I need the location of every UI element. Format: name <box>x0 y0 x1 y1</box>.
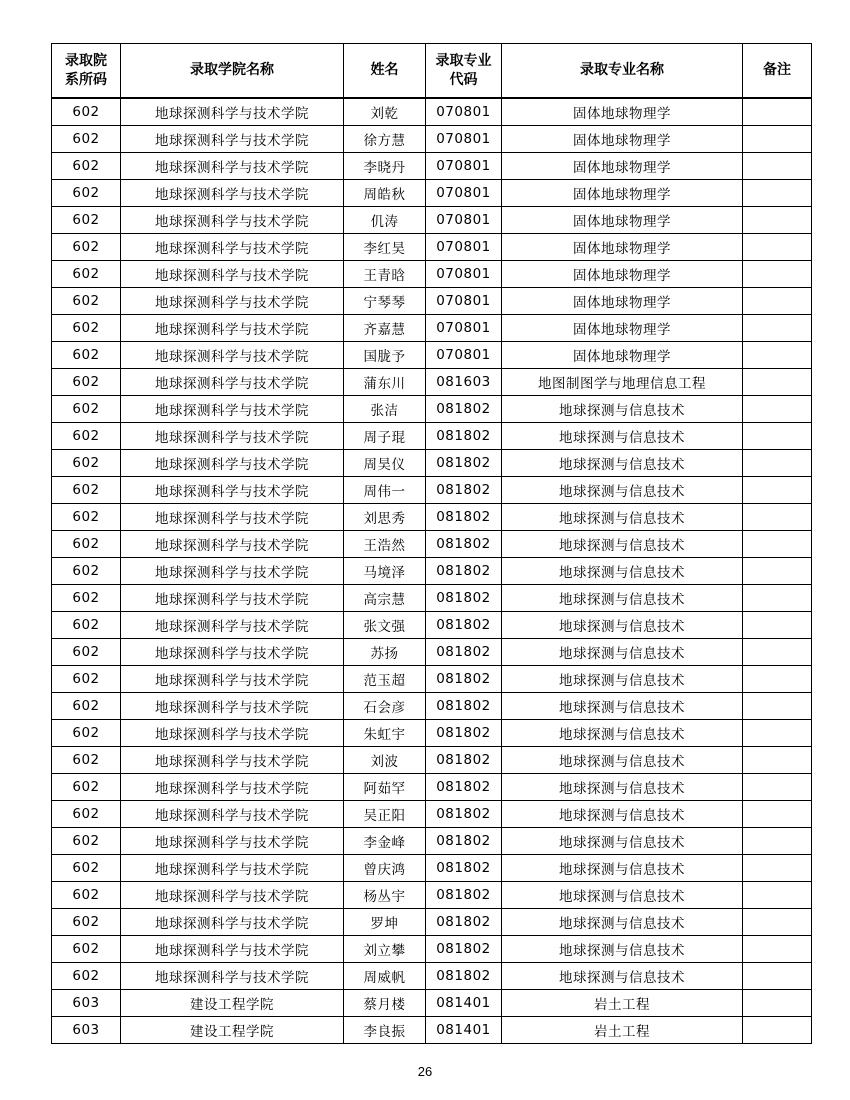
cell-remarks <box>743 666 812 693</box>
cell-major-name: 岩土工程 <box>502 1017 743 1044</box>
cell-student-name: 齐嘉慧 <box>344 315 426 342</box>
cell-remarks <box>743 396 812 423</box>
header-name: 姓名 <box>344 44 426 99</box>
cell-student-name: 李良振 <box>344 1017 426 1044</box>
cell-major-code: 081802 <box>426 531 502 558</box>
table-row <box>52 531 812 558</box>
table-row <box>52 504 812 531</box>
cell-student-name: 李金峰 <box>344 828 426 855</box>
cell-dept-code: 602 <box>52 477 121 504</box>
header-remarks: 备注 <box>743 44 812 99</box>
cell-major-code: 081802 <box>426 666 502 693</box>
cell-student-name: 阿茹罕 <box>344 774 426 801</box>
table-row <box>52 801 812 828</box>
cell-remarks <box>743 98 812 126</box>
cell-college-name: 地球探测科学与技术学院 <box>121 98 344 126</box>
cell-student-name: 国胧予 <box>344 342 426 369</box>
table-row <box>52 288 812 315</box>
cell-major-name: 地球探测与信息技术 <box>502 855 743 882</box>
cell-major-code: 081802 <box>426 639 502 666</box>
cell-major-name: 固体地球物理学 <box>502 342 743 369</box>
cell-college-name: 地球探测科学与技术学院 <box>121 720 344 747</box>
cell-college-name: 地球探测科学与技术学院 <box>121 396 344 423</box>
cell-student-name: 李红昊 <box>344 234 426 261</box>
cell-remarks <box>743 423 812 450</box>
cell-student-name: 徐方慧 <box>344 126 426 153</box>
cell-major-name: 地球探测与信息技术 <box>502 423 743 450</box>
cell-student-name: 周皓秋 <box>344 180 426 207</box>
cell-major-code: 070801 <box>426 180 502 207</box>
cell-major-code: 081802 <box>426 450 502 477</box>
cell-major-code: 081802 <box>426 585 502 612</box>
cell-college-name: 地球探测科学与技术学院 <box>121 612 344 639</box>
cell-remarks <box>743 882 812 909</box>
cell-college-name: 地球探测科学与技术学院 <box>121 882 344 909</box>
cell-remarks <box>743 828 812 855</box>
header-major-code: 录取专业代码 <box>426 44 502 99</box>
table-row <box>52 234 812 261</box>
table-row <box>52 261 812 288</box>
cell-college-name: 地球探测科学与技术学院 <box>121 828 344 855</box>
cell-dept-code: 602 <box>52 612 121 639</box>
cell-dept-code: 602 <box>52 234 121 261</box>
cell-remarks <box>743 963 812 990</box>
cell-remarks <box>743 747 812 774</box>
cell-student-name: 蔡月楼 <box>344 990 426 1017</box>
table-row <box>52 369 812 396</box>
cell-student-name: 曾庆鸿 <box>344 855 426 882</box>
header-row <box>52 44 812 99</box>
cell-remarks <box>743 504 812 531</box>
cell-student-name: 张文强 <box>344 612 426 639</box>
cell-college-name: 地球探测科学与技术学院 <box>121 369 344 396</box>
cell-student-name: 周子琨 <box>344 423 426 450</box>
cell-dept-code: 602 <box>52 531 121 558</box>
table-row <box>52 963 812 990</box>
cell-major-name: 固体地球物理学 <box>502 153 743 180</box>
cell-dept-code: 603 <box>52 990 121 1017</box>
cell-student-name: 刘立攀 <box>344 936 426 963</box>
cell-major-name: 地球探测与信息技术 <box>502 774 743 801</box>
table-row <box>52 855 812 882</box>
cell-major-name: 地球探测与信息技术 <box>502 396 743 423</box>
cell-major-name: 地球探测与信息技术 <box>502 936 743 963</box>
cell-major-name: 地球探测与信息技术 <box>502 747 743 774</box>
cell-student-name: 王青晗 <box>344 261 426 288</box>
page-number: 26 <box>417 1064 433 1079</box>
cell-major-name: 地球探测与信息技术 <box>502 585 743 612</box>
cell-major-code: 070801 <box>426 126 502 153</box>
cell-remarks <box>743 531 812 558</box>
cell-major-name: 地球探测与信息技术 <box>502 639 743 666</box>
cell-student-name: 杨丛宇 <box>344 882 426 909</box>
cell-remarks <box>743 450 812 477</box>
cell-major-code: 081802 <box>426 396 502 423</box>
cell-student-name: 周威帆 <box>344 963 426 990</box>
cell-major-name: 固体地球物理学 <box>502 207 743 234</box>
cell-student-name: 张洁 <box>344 396 426 423</box>
cell-major-name: 地球探测与信息技术 <box>502 828 743 855</box>
cell-college-name: 地球探测科学与技术学院 <box>121 585 344 612</box>
table-row <box>52 639 812 666</box>
cell-student-name: 刘思秀 <box>344 504 426 531</box>
cell-remarks <box>743 234 812 261</box>
cell-college-name: 地球探测科学与技术学院 <box>121 909 344 936</box>
cell-college-name: 地球探测科学与技术学院 <box>121 288 344 315</box>
cell-major-code: 081802 <box>426 855 502 882</box>
cell-college-name: 地球探测科学与技术学院 <box>121 693 344 720</box>
cell-dept-code: 602 <box>52 98 121 126</box>
table-row <box>52 909 812 936</box>
cell-college-name: 地球探测科学与技术学院 <box>121 450 344 477</box>
table-row <box>52 450 812 477</box>
cell-remarks <box>743 801 812 828</box>
cell-college-name: 地球探测科学与技术学院 <box>121 126 344 153</box>
cell-dept-code: 602 <box>52 639 121 666</box>
cell-major-code: 081802 <box>426 612 502 639</box>
cell-dept-code: 602 <box>52 288 121 315</box>
cell-college-name: 地球探测科学与技术学院 <box>121 747 344 774</box>
cell-student-name: 高宗慧 <box>344 585 426 612</box>
cell-major-name: 地球探测与信息技术 <box>502 666 743 693</box>
header-college-name: 录取学院名称 <box>121 44 344 99</box>
table-row <box>52 396 812 423</box>
cell-college-name: 地球探测科学与技术学院 <box>121 180 344 207</box>
cell-major-code: 070801 <box>426 234 502 261</box>
cell-college-name: 地球探测科学与技术学院 <box>121 261 344 288</box>
cell-dept-code: 602 <box>52 585 121 612</box>
cell-major-name: 地球探测与信息技术 <box>502 801 743 828</box>
cell-remarks <box>743 126 812 153</box>
cell-college-name: 建设工程学院 <box>121 990 344 1017</box>
cell-dept-code: 602 <box>52 396 121 423</box>
cell-major-name: 固体地球物理学 <box>502 288 743 315</box>
cell-student-name: 苏扬 <box>344 639 426 666</box>
cell-remarks <box>743 369 812 396</box>
cell-dept-code: 602 <box>52 909 121 936</box>
table-header <box>52 44 812 99</box>
table-row <box>52 180 812 207</box>
cell-dept-code: 602 <box>52 180 121 207</box>
table-body <box>52 98 812 1044</box>
table-row <box>52 936 812 963</box>
table-row <box>52 98 812 126</box>
cell-student-name: 宁琴琴 <box>344 288 426 315</box>
cell-major-code: 081802 <box>426 747 502 774</box>
cell-student-name: 吴正阳 <box>344 801 426 828</box>
cell-remarks <box>743 855 812 882</box>
cell-major-name: 固体地球物理学 <box>502 126 743 153</box>
table-row <box>52 720 812 747</box>
cell-remarks <box>743 315 812 342</box>
cell-dept-code: 602 <box>52 774 121 801</box>
cell-student-name: 刘乾 <box>344 98 426 126</box>
table-row <box>52 558 812 585</box>
cell-major-code: 081802 <box>426 504 502 531</box>
cell-major-name: 岩土工程 <box>502 990 743 1017</box>
cell-remarks <box>743 936 812 963</box>
cell-remarks <box>743 612 812 639</box>
cell-major-code: 081802 <box>426 828 502 855</box>
cell-remarks <box>743 207 812 234</box>
table-row <box>52 153 812 180</box>
cell-college-name: 地球探测科学与技术学院 <box>121 153 344 180</box>
table-row <box>52 1017 812 1044</box>
table-row <box>52 747 812 774</box>
cell-dept-code: 603 <box>52 1017 121 1044</box>
cell-major-name: 地球探测与信息技术 <box>502 558 743 585</box>
cell-major-code: 070801 <box>426 261 502 288</box>
cell-dept-code: 602 <box>52 423 121 450</box>
cell-major-code: 081802 <box>426 801 502 828</box>
cell-major-name: 固体地球物理学 <box>502 180 743 207</box>
cell-college-name: 地球探测科学与技术学院 <box>121 315 344 342</box>
cell-remarks <box>743 693 812 720</box>
cell-student-name: 李晓丹 <box>344 153 426 180</box>
cell-remarks <box>743 1017 812 1044</box>
cell-remarks <box>743 477 812 504</box>
table-row <box>52 477 812 504</box>
cell-dept-code: 602 <box>52 720 121 747</box>
cell-dept-code: 602 <box>52 936 121 963</box>
cell-dept-code: 602 <box>52 342 121 369</box>
cell-major-code: 081802 <box>426 477 502 504</box>
cell-remarks <box>743 558 812 585</box>
cell-dept-code: 602 <box>52 315 121 342</box>
cell-student-name: 石会彦 <box>344 693 426 720</box>
cell-major-code: 081401 <box>426 1017 502 1044</box>
cell-student-name: 仉涛 <box>344 207 426 234</box>
cell-major-name: 地图制图学与地理信息工程 <box>502 369 743 396</box>
cell-major-code: 070801 <box>426 153 502 180</box>
cell-dept-code: 602 <box>52 693 121 720</box>
cell-major-code: 081802 <box>426 774 502 801</box>
cell-college-name: 地球探测科学与技术学院 <box>121 666 344 693</box>
cell-remarks <box>743 261 812 288</box>
cell-student-name: 罗坤 <box>344 909 426 936</box>
table-row <box>52 126 812 153</box>
cell-major-name: 固体地球物理学 <box>502 234 743 261</box>
cell-college-name: 地球探测科学与技术学院 <box>121 963 344 990</box>
cell-college-name: 地球探测科学与技术学院 <box>121 342 344 369</box>
header-dept-code: 录取院系所码 <box>52 44 121 99</box>
cell-major-name: 地球探测与信息技术 <box>502 531 743 558</box>
cell-major-code: 070801 <box>426 207 502 234</box>
cell-major-code: 070801 <box>426 98 502 126</box>
cell-major-name: 地球探测与信息技术 <box>502 882 743 909</box>
cell-major-code: 081603 <box>426 369 502 396</box>
cell-college-name: 地球探测科学与技术学院 <box>121 801 344 828</box>
cell-college-name: 地球探测科学与技术学院 <box>121 774 344 801</box>
table-row <box>52 423 812 450</box>
table-row <box>52 774 812 801</box>
cell-college-name: 地球探测科学与技术学院 <box>121 639 344 666</box>
admission-table <box>51 43 812 1044</box>
cell-remarks <box>743 639 812 666</box>
table-row <box>52 612 812 639</box>
cell-major-code: 070801 <box>426 288 502 315</box>
cell-remarks <box>743 288 812 315</box>
table-row <box>52 828 812 855</box>
cell-dept-code: 602 <box>52 747 121 774</box>
cell-dept-code: 602 <box>52 450 121 477</box>
cell-dept-code: 602 <box>52 828 121 855</box>
cell-major-code: 081802 <box>426 882 502 909</box>
cell-college-name: 地球探测科学与技术学院 <box>121 234 344 261</box>
table-row <box>52 315 812 342</box>
table-row <box>52 882 812 909</box>
cell-major-name: 地球探测与信息技术 <box>502 909 743 936</box>
cell-student-name: 周伟一 <box>344 477 426 504</box>
cell-dept-code: 602 <box>52 126 121 153</box>
cell-dept-code: 602 <box>52 153 121 180</box>
table-row <box>52 207 812 234</box>
cell-major-name: 固体地球物理学 <box>502 315 743 342</box>
cell-college-name: 地球探测科学与技术学院 <box>121 207 344 234</box>
table-row <box>52 585 812 612</box>
cell-college-name: 地球探测科学与技术学院 <box>121 477 344 504</box>
cell-major-name: 地球探测与信息技术 <box>502 504 743 531</box>
cell-student-name: 朱虹宇 <box>344 720 426 747</box>
cell-college-name: 地球探测科学与技术学院 <box>121 855 344 882</box>
cell-college-name: 地球探测科学与技术学院 <box>121 531 344 558</box>
cell-student-name: 马境泽 <box>344 558 426 585</box>
cell-student-name: 刘波 <box>344 747 426 774</box>
cell-major-name: 地球探测与信息技术 <box>502 612 743 639</box>
cell-dept-code: 602 <box>52 207 121 234</box>
cell-remarks <box>743 990 812 1017</box>
cell-major-code: 081802 <box>426 909 502 936</box>
cell-dept-code: 602 <box>52 801 121 828</box>
cell-remarks <box>743 585 812 612</box>
cell-dept-code: 602 <box>52 855 121 882</box>
cell-major-code: 081802 <box>426 936 502 963</box>
cell-major-code: 081401 <box>426 990 502 1017</box>
cell-major-name: 地球探测与信息技术 <box>502 477 743 504</box>
table-row <box>52 666 812 693</box>
cell-remarks <box>743 342 812 369</box>
cell-dept-code: 602 <box>52 666 121 693</box>
table-row <box>52 342 812 369</box>
cell-major-name: 固体地球物理学 <box>502 261 743 288</box>
cell-student-name: 蒲东川 <box>344 369 426 396</box>
header-major-name: 录取专业名称 <box>502 44 743 99</box>
table-row <box>52 990 812 1017</box>
cell-remarks <box>743 720 812 747</box>
cell-major-code: 081802 <box>426 720 502 747</box>
cell-college-name: 地球探测科学与技术学院 <box>121 423 344 450</box>
cell-remarks <box>743 153 812 180</box>
cell-dept-code: 602 <box>52 261 121 288</box>
cell-student-name: 王浩然 <box>344 531 426 558</box>
cell-major-code: 070801 <box>426 342 502 369</box>
cell-student-name: 范玉超 <box>344 666 426 693</box>
cell-dept-code: 602 <box>52 882 121 909</box>
cell-major-code: 081802 <box>426 693 502 720</box>
cell-major-name: 地球探测与信息技术 <box>502 693 743 720</box>
cell-major-name: 地球探测与信息技术 <box>502 450 743 477</box>
cell-dept-code: 602 <box>52 558 121 585</box>
cell-student-name: 周昊仪 <box>344 450 426 477</box>
cell-college-name: 地球探测科学与技术学院 <box>121 504 344 531</box>
cell-dept-code: 602 <box>52 369 121 396</box>
cell-major-name: 地球探测与信息技术 <box>502 963 743 990</box>
cell-major-code: 081802 <box>426 558 502 585</box>
cell-college-name: 地球探测科学与技术学院 <box>121 936 344 963</box>
cell-major-code: 070801 <box>426 315 502 342</box>
cell-dept-code: 602 <box>52 963 121 990</box>
cell-college-name: 地球探测科学与技术学院 <box>121 558 344 585</box>
cell-major-code: 081802 <box>426 963 502 990</box>
cell-dept-code: 602 <box>52 504 121 531</box>
cell-major-name: 地球探测与信息技术 <box>502 720 743 747</box>
table-row <box>52 693 812 720</box>
cell-major-name: 固体地球物理学 <box>502 98 743 126</box>
cell-college-name: 建设工程学院 <box>121 1017 344 1044</box>
cell-remarks <box>743 909 812 936</box>
cell-major-code: 081802 <box>426 423 502 450</box>
cell-remarks <box>743 774 812 801</box>
cell-remarks <box>743 180 812 207</box>
